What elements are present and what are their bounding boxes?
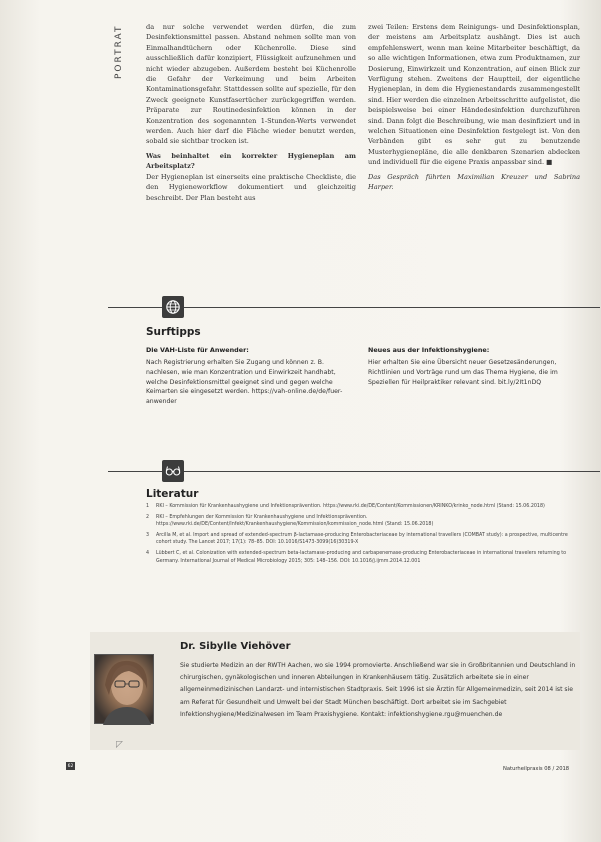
article-column-left bbox=[146, 22, 356, 203]
author-name: Dr. Sibylle Viehöver bbox=[180, 641, 291, 652]
reference-item bbox=[146, 514, 578, 529]
article-subheading: Was beinhaltet ein korrekter Hygieneplan am Arbeitsplatz? bbox=[146, 151, 356, 171]
article-column-right bbox=[368, 22, 580, 193]
reference-text: RKI – Empfehlungen der Kommission für Krankenhaushygiene und Infektionsprävention. https://www.rki.de/DE/Content/Infekt/Krankenhaushygiene/Kommission/kommission_node.html (Stand: 15.06.2018) bbox=[156, 514, 434, 528]
surftipp-right bbox=[368, 346, 580, 387]
author-photo bbox=[94, 654, 154, 724]
interview-signoff: Das Gespräch führten Maximilian Kreuzer und Sabrina Harper. bbox=[368, 172, 580, 192]
page-number: 62 bbox=[67, 763, 74, 769]
surftipp-subheading: Die VAH-Liste für Anwender: bbox=[146, 346, 249, 354]
glasses-icon bbox=[162, 460, 184, 482]
reference-number: 4 bbox=[146, 550, 150, 556]
article-paragraph: Der Hygieneplan ist einerseits eine praktische Checkliste, die den Hygieneworkflow dokumentiert und gleichzeitig beschreibt. Der Plan besteht aus bbox=[146, 172, 356, 202]
reference-number: 2 bbox=[146, 514, 150, 520]
reference-item bbox=[146, 550, 578, 565]
magazine-footer: Naturheilpraxis 08 / 2018 bbox=[503, 766, 570, 772]
globe-icon bbox=[162, 296, 184, 318]
reference-item bbox=[146, 503, 578, 511]
reference-number: 3 bbox=[146, 532, 150, 538]
reference-item bbox=[146, 532, 578, 547]
reference-number: 1 bbox=[146, 504, 150, 509]
surftipp-left bbox=[146, 346, 358, 407]
author-bio: Sie studierte Medizin an der RWTH Aachen, wo sie 1994 promovierte. Anschließend war sie in Großbritannien und Deutschland in chirurgischen, gynäkologischen und inneren Abteilungen in Krankenhäusern tätig. Zusätzlich arbeitete sie in einer allgemeinmedizinischen Landarzt- und internistischen Stadtpraxis. Seit 1996 ist sie Ärztin für Allgemeinmedizin, seit 2014 ist sie am Referat für Gesundheit und Umwelt bei der Stadt München beschäftigt. Dort arbeitet sie im Sachgebiet Infektionshygiene/Medizinalwesen im Team Praxishygiene. Kontakt: infektionshygiene.rgu@muenchen.de bbox=[180, 662, 576, 718]
literatur-heading: Literatur bbox=[146, 488, 199, 500]
surftipps-heading: Surftipps bbox=[146, 326, 201, 338]
article-paragraph: da nur solche verwendet werden dürfen, die zum Desinfektionsmittel passen. Abstand nehmen sollte man von Einmalhandtüchern oder Küchenrolle. Diese sind ausschließlich dafür konzipiert, Flüssigkeit aufzunehmen und nicht wieder abzugeben. Außerdem besteht bei Küchenrolle die Gefahr der Verkeimung und beim Arbeiten Kontaminationsgefahr. Stattdessen sollte auf spezielle, für den Zweck geeignete Kunstfasertücher zurückgegriffen werden. Präparate zur Routinedesinfektion können in der Konzentration des sogenannten 1-Stunden-Werts verwendet werden. Auch hier darf die Fläche wieder benutzt werden, sobald sie sichtbar trocken ist. bbox=[146, 23, 356, 146]
article-paragraph: zwei Teilen: Erstens dem Reinigungs- und Desinfektionsplan, der meistens am Arbeitsplatz aushängt. Dies ist auch empfehlenswert, wenn man keine Mitarbeiter beschäftigt, da so alle wichtigen Informationen, etwa zum Produktnamen, zur Dosierung, Einwirkzeit und Konzentration, auf einen Blick zur Verfügung stehen. Zweitens der Hauptteil, der eigentliche Hygieneplan, in dem die Hygienestandards zusammengestellt sind. Hier werden die einzelnen Arbeitsschritte aufgelistet, die beispielsweise bei einer Händedesinfektion durchzuführen sind. Dann folgt die Beschreibung, wie man desinfiziert und in welchen Situationen eine Desinfektion festgelegt ist. Von den Verbänden gibt es sehr gut zu benutzende Musterhygienepläne, die alle denkbaren Szenarien abdecken und individuell für die eigene Praxis anpassbar sind. ■ bbox=[368, 23, 580, 167]
reference-text: Lübbert C, et al. Colonization with extended-spectrum beta-lactamase-producing and carbapenemase-producing Enterobacteriaceae in international travelers returning to Germany. International Journal of Medical Microbiology 2015; 305: 148–156. DOI: 10.1016/j.ijmm.2014.12.001 bbox=[156, 550, 567, 564]
corner-fold-mark: ◸ bbox=[116, 740, 123, 750]
reference-text: RKI – Kommission für Krankenhaushygiene und Infektionsprävention. https://www.rki.de/DE/Content/Kommissionen/KRINKO/krinko_node.html (Stand: 15.06.2018) bbox=[156, 504, 545, 509]
reference-list bbox=[146, 503, 578, 568]
surftipp-text: Nach Registrierung erhalten Sie Zugang und können z. B. nachlesen, wie man Konzentration und Einwirkzeit handhabt, welche Desinfektionsmittel geeignet sind und gegen welche Keimarten sie eingesetzt werden. https://vah-online.de/de/fuer-anwender bbox=[146, 359, 343, 406]
surftipp-subheading: Neues aus der Infektionshygiene: bbox=[368, 346, 490, 354]
reference-text: Arcilla M, et al. Import and spread of extended-spectrum β-lactamase-producing Enterobacteriaceae by international travellers (COMBAT study): a prospective, multicentre cohort study. The Lancet 2017; 17(1): 78–85. DOI: 10.1016/S1473-3099(16)30319-X bbox=[156, 532, 568, 546]
surftipp-text: Hier erhalten Sie eine Übersicht neuer Gesetzesänderungen, Richtlinien und Vorträge rund um das Thema Hygiene, die im Speziellen für Heilpraktiker relevant sind. bit.ly/2It1nDQ bbox=[368, 359, 558, 386]
section-tag: PORTRAT bbox=[114, 24, 124, 80]
